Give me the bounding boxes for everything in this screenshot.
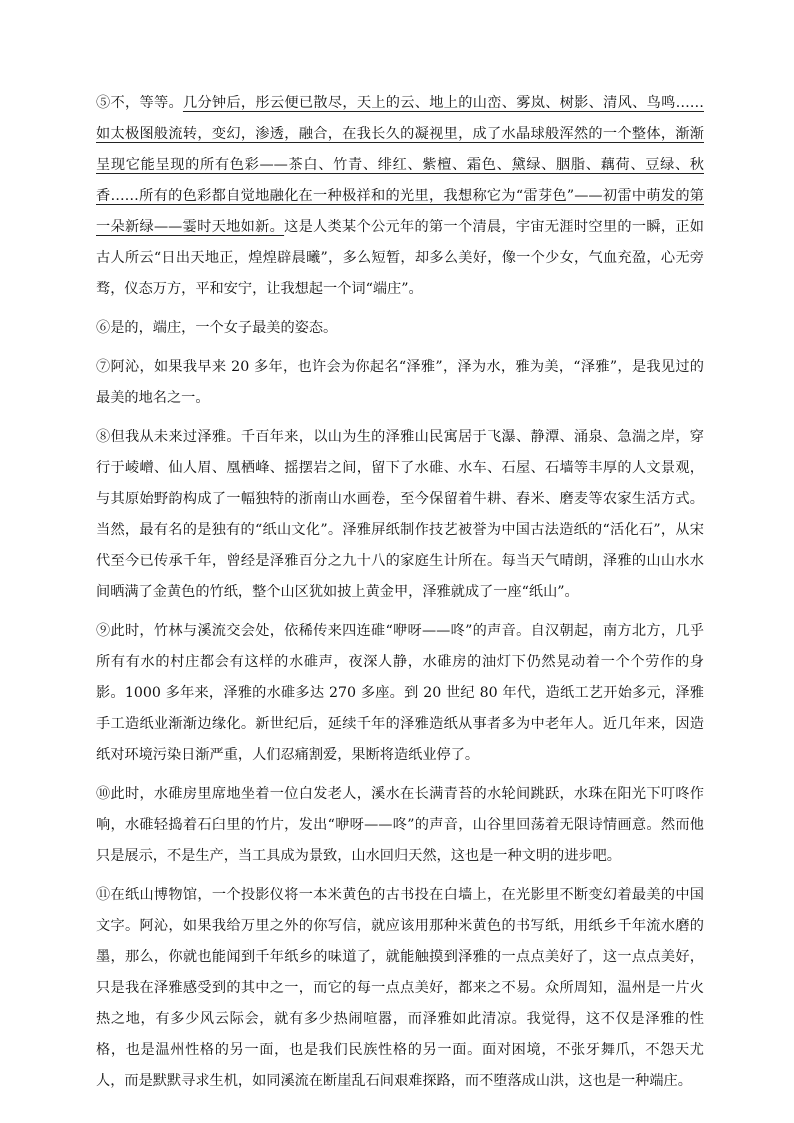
paragraph-6: ⑥是的，端庄，一个女子最美的姿态。: [96, 320, 338, 336]
paragraph-5-tail: 这是人类某个公元年的第一个清晨，宇宙无涯时空里的一瞬，正如古人所云“日出天地正，煌煌辟晨曦”，多么短暂，却多么美好，像一个少女，气血充盈，心无旁骛，仪态万方，平和安宁，让我想起一个词“端庄”。: [96, 219, 704, 297]
paragraph-5-lead: ⑤不，等等。: [96, 95, 183, 111]
paragraph-5-underlined-passage: 几分钟后，彤云便已散尽，天上的云、地上的山峦、雾岚、树影、清风、鸟鸣……如太极图般流转，变幻，渗透，融合，在我长久的凝视里，成了水晶球般浑然的一个整体，渐渐呈现它能呈现的所有色彩——茶白、竹青、绯红、紫檀、霜色、黛绿、胭脂、藕荷、豆绿、秋香……所有的色彩都自觉地融化在一种极祥和的光里，我想称它为“雷芽色”——初雷中萌发的第一朵新绿——霎时天地如新。: [96, 95, 704, 235]
paragraph-7: ⑦阿沁，如果我早来 20 多年，也许会为你起名“泽雅”，泽为水，雅为美，“泽雅”，是我见过的最美的地名之一。: [96, 359, 704, 406]
paragraph-10: ⑩此时，水碓房里席地坐着一位白发老人，溪水在长满青苔的水轮间跳跃，水珠在阳光下叮咚作响，水碓轻捣着石臼里的竹片，发出“咿呀——咚”的声音，山谷里回荡着无限诗情画意。然而他只是展示，不是生产，当工具成为景致，山水回归天然，这也是一种文明的进步吧。: [96, 786, 704, 864]
paragraph-8: ⑧但我从未来过泽雅。千百年来，以山为生的泽雅山民寓居于飞瀑、静潭、涌泉、急湍之岸，穿行于崚嶒、仙人眉、凰栖峰、摇摆岩之间，留下了水碓、水车、石屋、石墙等丰厚的人文景观，与其原始野韵构成了一幅独特的浙南山水画卷，至今保留着牛耕、舂米、磨麦等农家生活方式。当然，最有名的是独有的“纸山文化”。泽雅屏纸制作技艺被誉为中国古法造纸的“活化石”，从宋代至今已传承千年，曾经是泽雅百分之九十八的家庭生计所在。每当天气晴朗，泽雅的山山水水间晒满了金黄色的竹纸，整个山区犹如披上黄金甲，泽雅就成了一座“纸山”。: [96, 429, 704, 600]
paragraph-5: [96, 88, 704, 305]
paragraph-9: ⑨此时，竹林与溪流交会处，依稀传来四连碓“咿呀——咚”的声音。自汉朝起，南方北方，几乎所有有水的村庄都会有这样的水碓声，夜深人静，水碓房的油灯下仍然晃动着一个个劳作的身影。1000 多年来，泽雅的水碓多达 270 多座。到 20 世纪 80 年代，造纸工艺开始多元，泽雅手工造纸业渐渐边缘化。新世纪后，延续千年的泽雅造纸从事者多为中老年人。近几年来，因造纸对环境污染日渐严重，人们忍痛割爱，果断将造纸业停了。: [96, 623, 704, 763]
paragraph-11: ⑪在纸山博物馆，一个投影仪将一本米黄色的古书投在白墙上，在光影里不断变幻着最美的中国文字。阿沁，如果我给万里之外的你写信，就应该用那种米黄色的书写纸，用纸乡千年流水磨的墨，那么，你就也能闻到千年纸乡的味道了，就能触摸到泽雅的一点点美好了，这一点点美好，只是我在泽雅感受到的其中之一，而它的每一点点美好，都来之不易。众所周知，温州是一片火热之地，有多少风云际会，就有多少热闹喧嚣，而泽雅如此清凉。我觉得，这不仅是泽雅的性格，也是温州性格的另一面，也是我们民族性格的另一面。面对困境，不张牙舞爪，不怨天尤人，而是默默寻求生机，如同溪流在断崖乱石间艰难探路，而不堕落成山洪，这也是一种端庄。: [96, 887, 704, 1089]
document-page: [96, 88, 704, 1105]
